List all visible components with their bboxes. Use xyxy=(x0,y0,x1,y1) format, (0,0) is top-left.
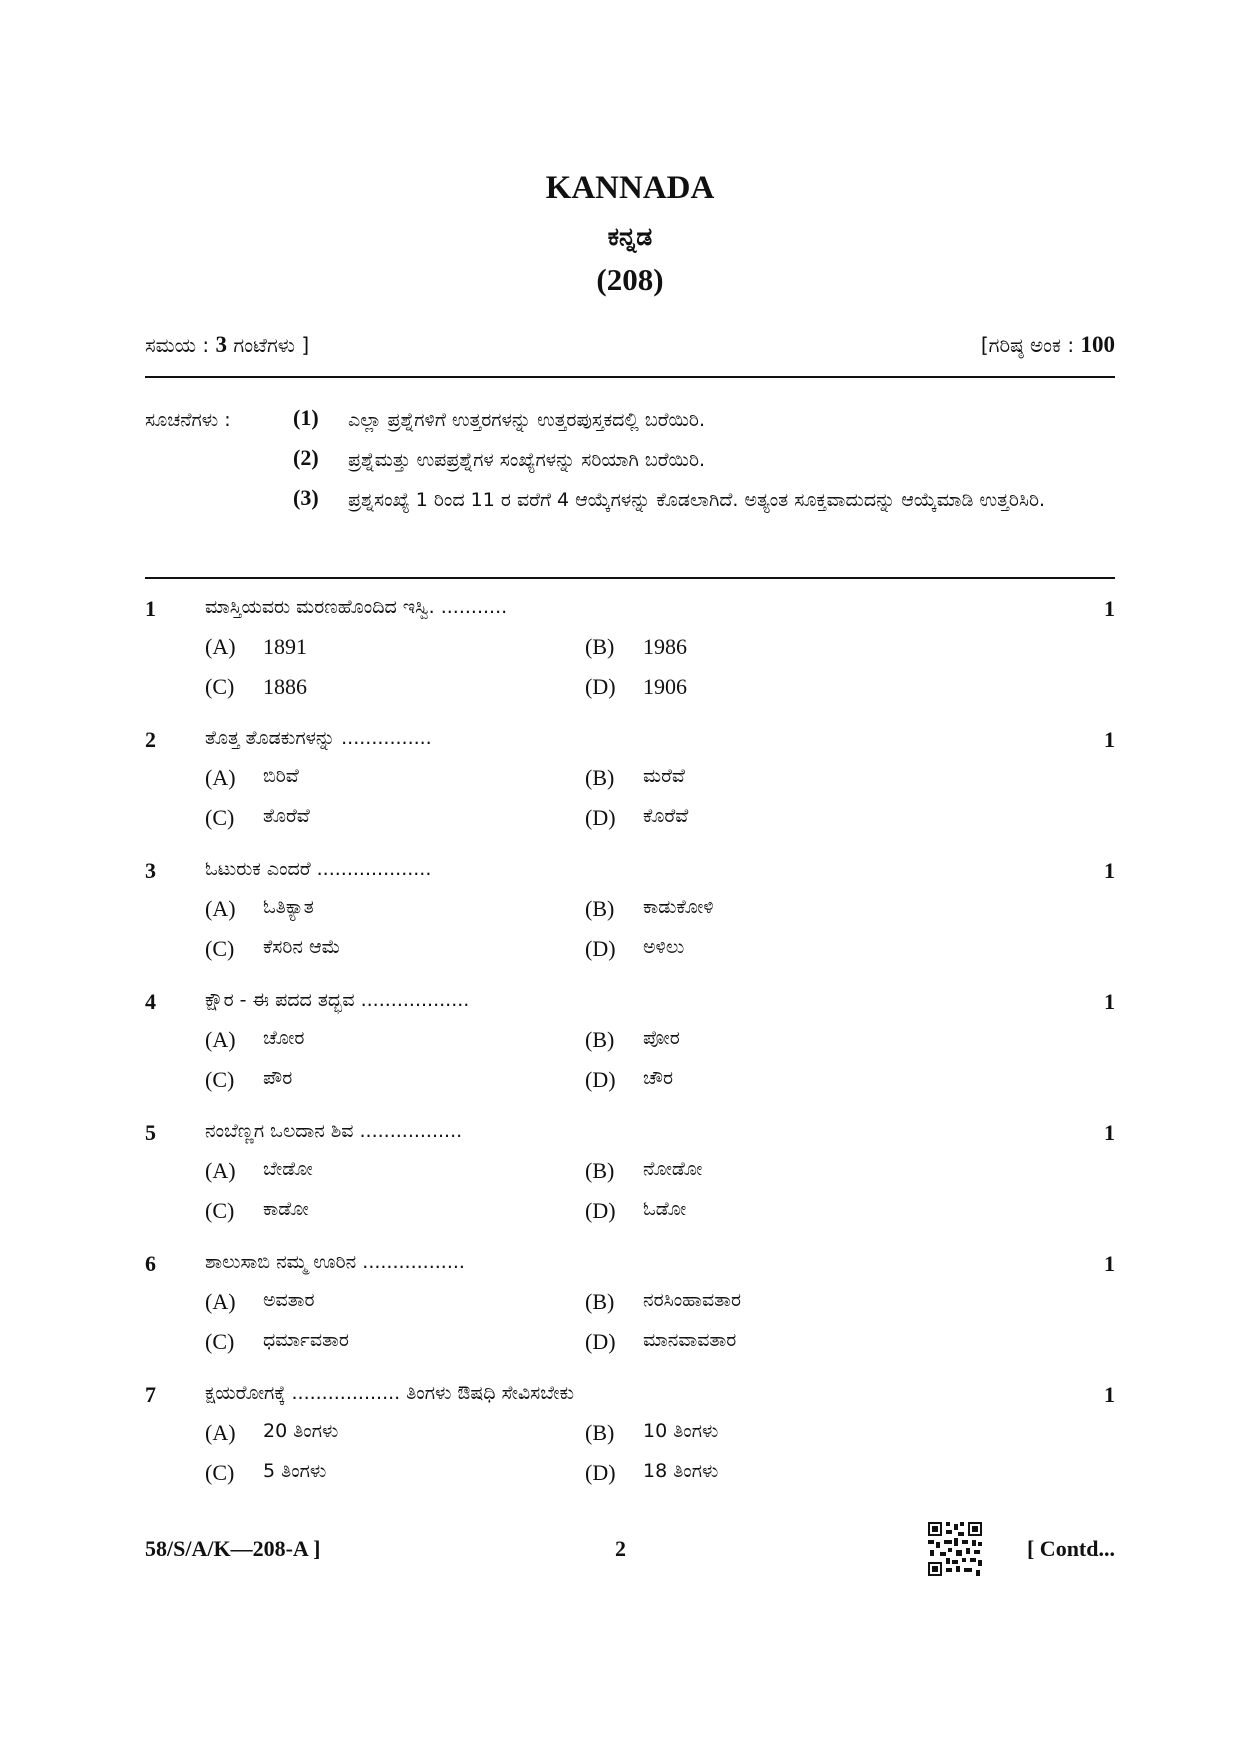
continued-label: [ Contd... xyxy=(1026,1536,1115,1561)
time-label: ಸಮಯ : xyxy=(145,333,216,357)
option-label: (D) xyxy=(585,1198,616,1223)
question-marks: 1 xyxy=(1104,596,1115,621)
subject-code: (208) xyxy=(596,262,664,297)
max-marks-info xyxy=(981,332,1115,358)
option-label: (B) xyxy=(585,896,615,921)
option-text: ಪೋರ xyxy=(643,1027,680,1049)
question-text: ಕ್ಷಯರೋಗಕ್ಕೆ .................. ತಿಂಗಳು ಔಷಧಿ ಸೇವಿಸಬೇಕು xyxy=(205,1382,575,1404)
divider-instructions xyxy=(145,577,1115,579)
option-label: (D) xyxy=(585,936,616,961)
option-text: ಓಡೋ xyxy=(643,1198,687,1220)
option-label: (B) xyxy=(585,634,615,659)
option-label: (D) xyxy=(585,1329,616,1354)
option-label: (C) xyxy=(205,936,235,961)
question-text: ಓಟುರುಕ ಎಂದರೆ ................... xyxy=(205,858,432,880)
option-text: ಧರ್ಮಾವತಾರ xyxy=(263,1329,349,1351)
question-text: ಕ್ಷೌರ - ಈ ಪದದ ತದ್ಭವ .................. xyxy=(205,989,470,1011)
option-text: 20 ತಿಂಗಳು xyxy=(263,1420,339,1442)
instruction-number: (1) xyxy=(293,405,319,430)
question-3 xyxy=(145,858,1115,983)
option-label: (A) xyxy=(205,1420,236,1445)
question-6 xyxy=(145,1251,1115,1376)
option-text: ಮಾನವಾವತಾರ xyxy=(643,1329,737,1351)
option-text: ಬೇಡೋ xyxy=(263,1158,313,1180)
option-text: 1986 xyxy=(643,634,687,659)
paper-code: 58/S/A/K—208-A ] xyxy=(145,1536,321,1561)
option-label: (C) xyxy=(205,1460,235,1485)
instructions-label: ಸೂಚನೆಗಳು : xyxy=(145,409,231,431)
option-label: (A) xyxy=(205,1289,236,1314)
option-label: (D) xyxy=(585,1067,616,1092)
page-number: 2 xyxy=(615,1536,626,1561)
option-text: 18 ತಿಂಗಳು xyxy=(643,1460,719,1482)
option-text: ಕೆಸರಿನ ಆಮೆ xyxy=(263,936,341,958)
question-text: ನಂಬೆಣ್ಣಗ ಒಲದಾನ ಶಿವ ................. xyxy=(205,1120,463,1142)
option-text: 1891 xyxy=(263,634,307,659)
option-text: ಚೋರ xyxy=(263,1027,305,1049)
option-text: 10 ತಿಂಗಳು xyxy=(643,1420,719,1442)
option-label: (B) xyxy=(585,1158,615,1183)
question-text: ತೊತ್ತ ತೊಡಕುಗಳನ್ನು ............... xyxy=(205,727,432,749)
option-text: 1886 xyxy=(263,674,307,699)
question-text: ಮಾಸ್ತಿಯವರು ಮರಣಹೊಂದಿದ ಇಸ್ವಿ. ........... xyxy=(205,596,508,618)
option-text: ಚೌರ xyxy=(643,1067,674,1089)
option-text: ಬಿರಿವೆ xyxy=(263,765,299,787)
exam-meta xyxy=(145,332,1115,368)
question-marks: 1 xyxy=(1104,858,1115,883)
question-number: 2 xyxy=(145,727,156,752)
option-label: (C) xyxy=(205,674,235,699)
question-1 xyxy=(145,596,1115,721)
option-label: (C) xyxy=(205,1329,235,1354)
option-label: (A) xyxy=(205,634,236,659)
qr-code-icon xyxy=(928,1522,982,1576)
option-label: (B) xyxy=(585,1420,615,1445)
question-number: 6 xyxy=(145,1251,156,1276)
question-marks: 1 xyxy=(1104,727,1115,752)
option-label: (D) xyxy=(585,805,616,830)
option-text: ಪೌರ xyxy=(263,1067,293,1089)
question-marks: 1 xyxy=(1104,1120,1115,1145)
question-text: ಶಾಲುಸಾಬಿ ನಮ್ಮ ಊರಿನ ................. xyxy=(205,1251,465,1273)
question-marks: 1 xyxy=(1104,1382,1115,1407)
question-7 xyxy=(145,1382,1115,1507)
question-marks: 1 xyxy=(1104,989,1115,1014)
option-text: ನೋಡೋ xyxy=(643,1158,703,1180)
question-2 xyxy=(145,727,1115,852)
option-text: ನರಸಿಂಹಾವತಾರ xyxy=(643,1289,742,1311)
option-label: (A) xyxy=(205,896,236,921)
option-text: ಕಾಡುಕೋಳಿ xyxy=(643,896,714,918)
question-number: 3 xyxy=(145,858,156,883)
question-marks: 1 xyxy=(1104,1251,1115,1276)
time-value: 3 xyxy=(215,332,228,357)
page-title: KANNADA xyxy=(545,170,715,206)
option-text: ಮರೆವೆ xyxy=(643,765,685,787)
option-text: ಅವತಾರ xyxy=(263,1289,315,1311)
option-label: (A) xyxy=(205,1158,236,1183)
option-label: (D) xyxy=(585,1460,616,1485)
instruction-text: ಪ್ರಶ್ನಸಂಖ್ಯೆ 1 ರಿಂದ 11 ರ ವರೆಗೆ 4 ಆಯ್ಕೆಗಳನ್ನು ಕೊಡಲಾಗಿದೆ. ಅತ್ಯಂತ ಸೂಕ್ತವಾದುದನ್ನು ಆಯ್ಕೆಮಾಡಿ ಉತ್ತರಿಸಿರಿ. xyxy=(348,489,1046,511)
option-label: (C) xyxy=(205,1198,235,1223)
question-number: 1 xyxy=(145,596,156,621)
question-number: 7 xyxy=(145,1382,156,1407)
divider-top xyxy=(145,376,1115,378)
option-label: (B) xyxy=(585,765,615,790)
option-label: (B) xyxy=(585,1289,615,1314)
page-footer xyxy=(145,1522,1115,1582)
marks-label: [ಗರಿಷ್ಠ ಅಂಕ : xyxy=(980,333,1081,357)
question-number: 5 xyxy=(145,1120,156,1145)
instruction-number: (2) xyxy=(293,445,319,470)
option-label: (C) xyxy=(205,1067,235,1092)
option-text: 5 ತಿಂಗಳು xyxy=(263,1460,327,1482)
instruction-text: ಪ್ರಶ್ನೆಮತ್ತು ಉಪಪ್ರಶ್ನೆಗಳ ಸಂಖ್ಯೆಗಳನ್ನು ಸರಿಯಾಗಿ ಬರೆಯಿರಿ. xyxy=(348,449,706,471)
time-info xyxy=(145,332,309,358)
option-text: ಅಳಿಲು xyxy=(643,936,685,958)
option-text: ಕಾಡೋ xyxy=(263,1198,309,1220)
question-4 xyxy=(145,989,1115,1114)
option-text: 1906 xyxy=(643,674,687,699)
option-text: ಕೊರೆವೆ xyxy=(643,805,689,827)
marks-value: 100 xyxy=(1080,332,1115,357)
question-number: 4 xyxy=(145,989,156,1014)
option-label: (A) xyxy=(205,1027,236,1052)
option-text: ಓತಿಕ್ಯಾತ xyxy=(263,896,314,918)
option-text: ತೊರೆವೆ xyxy=(263,805,310,827)
instruction-text: ಎಲ್ಲಾ ಪ್ರಶ್ನೆಗಳಿಗೆ ಉತ್ತರಗಳನ್ನು ಉತ್ತರಪುಸ್ತಕದಲ್ಲಿ ಬರೆಯಿರಿ. xyxy=(348,409,705,431)
page-subtitle: ಕನ್ನಡ xyxy=(607,222,653,251)
option-label: (C) xyxy=(205,805,235,830)
option-label: (B) xyxy=(585,1027,615,1052)
question-5 xyxy=(145,1120,1115,1245)
instruction-number: (3) xyxy=(293,485,319,510)
option-label: (A) xyxy=(205,765,236,790)
option-label: (D) xyxy=(585,674,616,699)
time-unit: ಗಂಟೆಗಳು ] xyxy=(227,333,310,357)
